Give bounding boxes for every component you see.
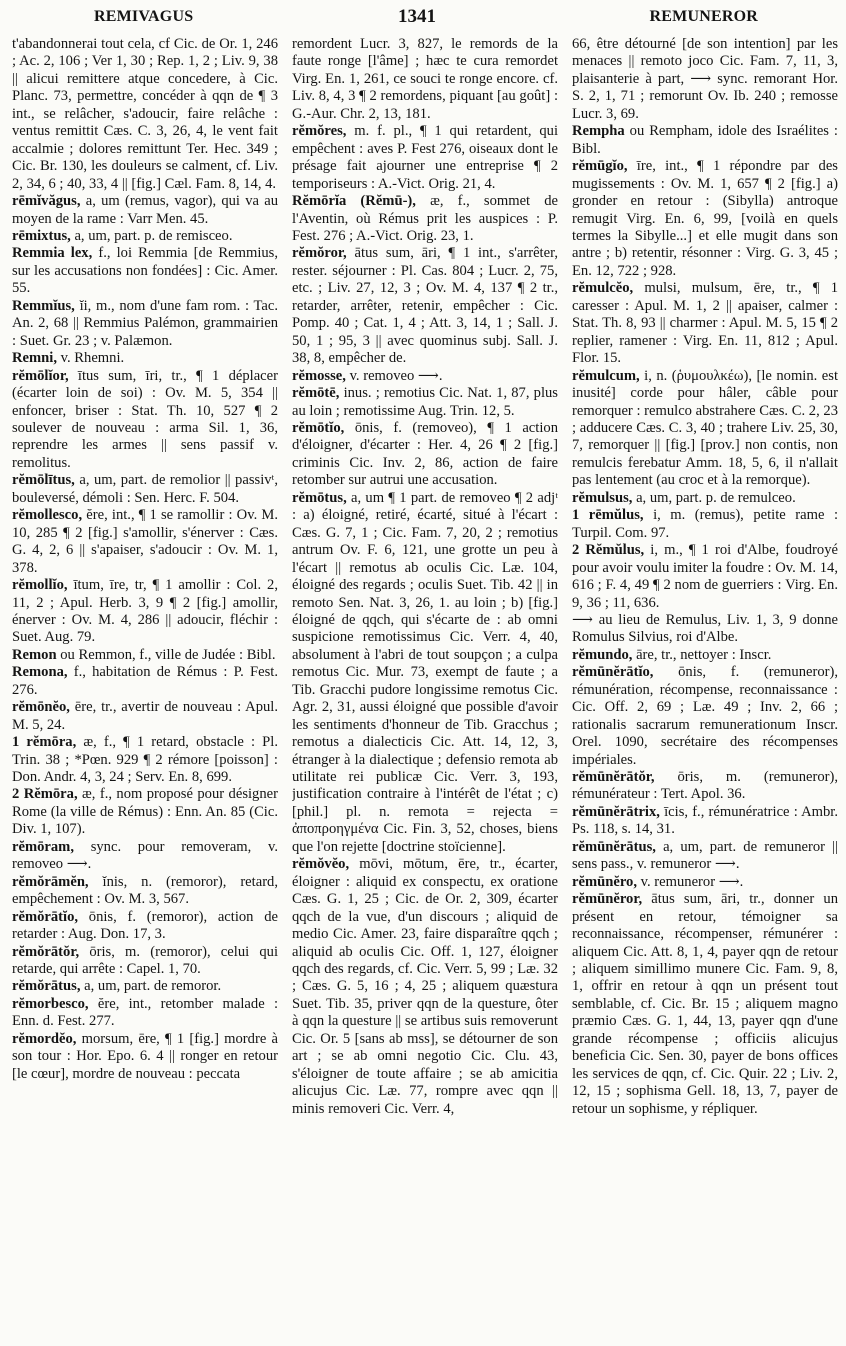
- entry-text: a, um, part. de remuneror || sens pass., v. remuneror ⟶.: [572, 838, 838, 873]
- entry-headword: rĕmūnĕrātŏr,: [572, 769, 655, 786]
- entry-text: ĭi, m., nom d'une fam rom. : Tac. An. 2, 68 || Remmius Palémon, grammairien : Suet. Gr. 23 ; v. Palæmon.: [12, 297, 278, 349]
- entry-text: ītus sum, īri, tr., ¶ 1 déplacer (écarter loin de soi) : Ov. M. 5, 354 || enfoncer, briser : Stat. Th. 10, 527 ¶ 2 soulever de nouveau : arma Sil. 1, 36, reprendre les armes || sens passif v. remolitus.: [12, 367, 278, 471]
- entry-headword: rĕmorbesco,: [12, 995, 89, 1012]
- dictionary-entry: [12, 1031, 278, 1083]
- entry-text: ⟶ au lieu de Remulus, Liv. 1, 3, 9 donne Romulus Silvius, roi d'Albe.: [572, 611, 838, 646]
- dictionary-entry: [12, 734, 278, 786]
- entry-headword: 1 rēmŭlus,: [572, 507, 644, 524]
- column-2: [292, 36, 558, 1340]
- entry-text: a, um, part. de remolior || passivᵗ, bouleversé, démoli : Sen. Herc. F. 504.: [12, 472, 278, 506]
- header-left-guide-word: REMIVAGUS: [94, 8, 194, 25]
- entry-text: a, um, part. p. de remulceo.: [636, 489, 796, 506]
- entry-text: a, um, part. p. de remisceo.: [74, 227, 233, 244]
- dictionary-entry: [12, 368, 278, 473]
- entry-headword: rĕmŏrāmĕn,: [12, 873, 89, 890]
- entry-headword: rĕmŏvĕo,: [292, 856, 350, 873]
- entry-text: i, m., ¶ 1 roi d'Albe, foudroyé pour avoir voulu imiter la foudre : Ov. M. 14, 616 ; F. 4, 49 ¶ 2 nom de guerriers : Virg. En. 9, 36 ; 11, 636.: [572, 542, 838, 611]
- entry-text: remordent Lucr. 3, 827, le remords de la faute ronge [l'âme] ; hæc te cura remordet Virg. En. 1, 261, ce souci te ronge encore. cf. Liv. 8, 4, 3 ¶ 2 remordens, piquant [au goût] : G.-Aur. Chr. 2, 13, 181.: [292, 36, 558, 122]
- entry-text: a, um, part. de remoror.: [84, 978, 222, 995]
- column-1: [12, 36, 278, 1340]
- entry-headword: Remmĭus,: [12, 297, 75, 314]
- entry-headword: Rempha: [572, 123, 625, 140]
- dictionary-entry: [12, 36, 278, 193]
- entry-text: t'abandonnerai tout cela, cf Cic. de Or. 1, 246 ; Ac. 2, 106 ; Ver 1, 30 ; Rep. 1, 2 ; Liv. 9, 38 || alicui remittere atque concedere, à Cic. Planc. 73, permettre, concéder à qqn de ¶ 3 int., se relâcher, s'adoucir, faire relâche : ventus remittit Cæs. C. 3, 26, 4, le vent fait accalmie ; dolores remittunt Ter. Hec. 349 ; Cic. Br. 130, les douleurs se calment, cf. Liv. 2, 34, 6 ; 40, 33, 4 || [fig.] Cæl. Fam. 8, 14, 4.: [12, 36, 278, 192]
- dictionary-entry: [572, 891, 838, 1118]
- entry-headword: rĕmōram,: [12, 838, 74, 855]
- entry-text: ou Remmon, f., ville de Judée : Bibl.: [60, 646, 276, 663]
- entry-text: v. remuneror ⟶.: [640, 873, 744, 890]
- dictionary-entry: [572, 647, 838, 664]
- entry-text: mōvi, mōtum, ēre, tr., écarter, éloigner : aliquid ex conspectu, ex oratione Cæs. G. 1, 25 ; Cic. de Or. 2, 309, écarter qqch de la vue, d'un discours ; aliquid de medio Cic. Amer. 23, faire disparaître qqch ; aliquid ab oculis Cic. Off. 1, 127, éloigner qqch des regards, cf. Cic. Verr. 5, 99 ; Læ. 32 ; Cæs. G. 5, 16 ; 4, 25 ; aliquem quæstura Suet. Tib. 35, priver qqn de la questure, ôter à qqn la questure || se artibus suis removerunt Cic. Or. 5 [sans ab mss], se détourner de son art ; se ab omni negotio Cic. Clu. 43, s'éloigner de toute affaire ; se ab amicitia alicujus Cic. Læ. 77, rompre avec qqn || minis removeri Cic. Verr. 4,: [292, 856, 558, 1117]
- entry-headword: rĕmosse,: [292, 367, 346, 384]
- entry-headword: 2 Rĕmōra,: [12, 786, 78, 803]
- dictionary-entry: [292, 368, 558, 385]
- entry-headword: 2 Rĕmŭlus,: [572, 542, 645, 559]
- dictionary-entry: [292, 856, 558, 1118]
- entry-text: v. removeo ⟶.: [349, 367, 443, 384]
- entry-headword: rĕmōlĭor,: [12, 367, 69, 384]
- entry-text: ōnis, f. (removeo), ¶ 1 action d'éloigner, d'écarter : Her. 4, 26 ¶ 2 [fig.] criminis Cic. Inv. 2, 86, action de faire retomber sur autrui une accusation.: [292, 419, 558, 489]
- entry-headword: Remona,: [12, 664, 68, 681]
- entry-headword: rēmixtus,: [12, 227, 71, 244]
- entry-text: a, um (remus, vagor), qui va au moyen de la rame : Varr Men. 45.: [12, 193, 278, 227]
- dictionary-entry: [12, 786, 278, 838]
- entry-text: inus. ; remotius Cic. Nat. 1, 87, plus au loin ; remotissime Aug. Trin. 12, 5.: [292, 385, 558, 419]
- entry-text: ĕre, int., retomber malade : Enn. d. Fest. 277.: [12, 995, 278, 1030]
- entry-headword: rĕmūnĕrātus,: [572, 838, 656, 855]
- dictionary-entry: [572, 804, 838, 839]
- dictionary-entry: [292, 245, 558, 367]
- entry-headword: rĕmōlītus,: [12, 472, 75, 489]
- dictionary-entry: [292, 123, 558, 193]
- entry-text: ĭnis, n. (remoror), retard, empêchement : Ov. M. 3, 567.: [12, 873, 278, 908]
- dictionary-entry: [12, 647, 278, 664]
- dictionary-entry: [12, 996, 278, 1031]
- entry-headword: rĕmŏror,: [292, 245, 347, 262]
- dictionary-entry: [572, 507, 838, 542]
- entry-headword: Remni,: [12, 350, 57, 367]
- entry-text: i, n. (ῥυμουλκέω), [le nomin. est inusité] corde pour hâler, câble pour remorquer : remulco abstrahere Cæs. C. 2, 23 ; adducere Cæs. C. 3, 40 ; trahere Liv. 25, 30, 7, remorquer || [fig.] [prov.] non contis, non remulcis ferebatur Amm. 18, 5, 6, il n'allait pas lentement (au croc et à la remorque).: [572, 367, 838, 489]
- dictionary-entry: [572, 839, 838, 874]
- entry-text: a, um ¶ 1 part. de removeo ¶ 2 adjᵗ : a) éloigné, retiré, écarté, situé à l'écart : Cæs. G. 7, 1 ; Cic. Fam. 7, 20, 2 ; remotius antrum Ov. F. 6, 121, une grotte un peu à l'écart || remotus ab oculis Cic. Læ. 104, éloigné des regards ; oculis Suet. Tib. 42 || in remoto Sen. Nat. 3, 26, 1. au loin ; b) [fig.] éloigné de qqch, qui s'écarte de : ab omni suspicione remotissimus Cic. Verr. 4, 40, absolument à l'abri de tout soupçon ; a culpa remotus Cic. Mur. 73, exempt de faute ; a Tib. Gracchi pudore longissime remotus Cic. Agr. 2, 31, aussi éloigné que possible d'avoir les sentiments d'honneur de Tib. Gracchus ; remotus a dialecticis Cic. Att. 14, 12, 3, étranger à la dialectique ; defensio remota ab utilitate rei publicæ Cic. Verr. 3, 193, justification contraire à l'intérêt de l'état ; c) [phil.] pl. n. remota = rejecta = ἀποπροηγμένα Cic. Fin. 3, 52, choses, biens que l'on rejette [doctrine stoïcienne].: [292, 489, 558, 855]
- entry-text: m. f. pl., ¶ 1 qui retardent, qui empêchent : aves P. Fest 276, oiseaux dont le présage fait ajourner une entreprise ¶ 2 temporiseurs : A.-Vict. Orig. 21, 4.: [292, 123, 558, 192]
- entry-headword: rĕmōtē,: [292, 385, 340, 402]
- entry-text: 66, être détourné [de son intention] par les menaces || remoto joco Cic. Fam. 7, 11, 3, plaisanterie à part, ⟶ sync. remorant Hor. S. 2, 1, 71 ; remorunt Ov. Ib. 240 ; remosse Lucr. 3, 69.: [572, 36, 838, 122]
- dictionary-entry: [292, 490, 558, 857]
- entry-text: sync. pour removeram, v. removeo ⟶.: [12, 838, 278, 873]
- entry-headword: rĕmōtus,: [292, 489, 347, 506]
- entry-text: ītum, īre, tr, ¶ 1 amollir : Col. 2, 11, 2 ; Apul. Herb. 3, 9 ¶ 2 [fig.] amollir, énerver : Ov. M. 4, 286 || adoucir, fléchir : Suet. Aug. 79.: [12, 577, 278, 646]
- page-header: [0, 0, 846, 36]
- entry-headword: Remon: [12, 646, 57, 663]
- entry-text: ōnis, f. (remoror), action de retarder : Aug. Don. 17, 3.: [12, 908, 278, 943]
- page-number: 1341: [398, 6, 436, 27]
- entry-text: ōnis, f. (remuneror), rémunération, récompense, reconnaissance : Cic. Off. 2, 69 ; Læ. 49 ; Inv. 2, 66 ; rationalis sacrarum remunerationum Inscr. Orel. 1090, secrétaire des récompenses impériales.: [572, 664, 838, 768]
- entry-text: ou Rempham, idole des Israélites : Bibl.: [572, 123, 838, 157]
- dictionary-entry: [572, 123, 838, 158]
- dictionary-entry: [12, 245, 278, 297]
- entry-text: ātus sum, āri, ¶ 1 int., s'arrêter, rester. séjourner : Pl. Cas. 804 ; Lucr. 2, 75, etc. ; Liv. 27, 12, 3 ; Ov. M. 4, 137 ¶ 2 tr., retarder, arrêter, retenir, empêcher : Cic. Pomp. 40 ; Cat. 1, 4 ; Att. 3, 14, 1 ; Sall. J. 50, 1 ; 95, 3 || avec quominus subj. Sall. J. 38, 8, empêcher de.: [292, 245, 558, 367]
- entry-text: æ, f., ¶ 1 retard, obstacle : Pl. Trin. 38 ; *Pœn. 929 ¶ 2 rémore [poisson] : Don. Andr. 4, 3, 24 ; Serv. En. 8, 699.: [12, 734, 278, 786]
- entry-text: ēre, tr., avertir de nouveau : Apul. M. 5, 24.: [12, 699, 278, 733]
- dictionary-entry: [12, 944, 278, 979]
- entry-headword: rĕmollesco,: [12, 507, 83, 524]
- entry-text: mulsi, mulsum, ēre, tr., ¶ 1 caresser : Apul. M. 1, 2 || apaiser, calmer : Stat. Th. 8, 93 || charmer : Apul. M. 5, 15 ¶ 2 replier, ramener : Virg. En. 11, 812 ; Apul. Flor. 15.: [572, 280, 838, 367]
- dictionary-entry: [292, 193, 558, 245]
- entry-headword: rēmĭvăgus,: [12, 193, 81, 210]
- dictionary-entry: [572, 280, 838, 367]
- entry-headword: rĕmundo,: [572, 646, 633, 663]
- dictionary-entry: [572, 769, 838, 804]
- entry-headword: rĕmordĕo,: [12, 1030, 77, 1047]
- dictionary-entry: [572, 664, 838, 769]
- entry-headword: Remmia lex,: [12, 245, 93, 262]
- dictionary-entry: [12, 193, 278, 228]
- entry-text: f., habitation de Rémus : P. Fest. 276.: [12, 664, 278, 698]
- entry-text: īcis, f., rémunératrice : Ambr. Ps. 118, s. 14, 31.: [572, 803, 838, 838]
- entry-headword: Rĕmōrĭa (Rĕmū-),: [292, 193, 416, 210]
- dictionary-entry: [12, 978, 278, 995]
- dictionary-entry: [12, 228, 278, 245]
- dictionary-entry: [12, 664, 278, 699]
- dictionary-entry: [12, 472, 278, 507]
- dictionary-entry: [572, 490, 838, 507]
- entry-text: f., loi Remmia [de Remmius, sur les accusations non fondées] : Cic. Amer. 55.: [12, 245, 278, 297]
- entry-headword: rĕmŏrātŏr,: [12, 943, 80, 960]
- dictionary-entry: [572, 542, 838, 612]
- column-3: [572, 36, 838, 1340]
- entry-text: æ, f., sommet de l'Aventin, où Rémus prit les auspices : P. Fest. 276 ; A.-Vict. Orig. 23, 1.: [292, 193, 558, 244]
- dictionary-entry: [572, 874, 838, 891]
- dictionary-entry: [12, 839, 278, 874]
- entry-headword: rĕmōnĕo,: [12, 699, 70, 716]
- entry-headword: rĕmūnĕrātrix,: [572, 803, 660, 820]
- entry-headword: rĕmūnĕror,: [572, 891, 643, 908]
- dictionary-entry: [572, 368, 838, 490]
- entry-headword: rĕmulcum,: [572, 367, 640, 384]
- entry-text: ōris, m. (remoror), celui qui retarde, qui arrête : Capel. 1, 70.: [12, 943, 278, 978]
- dictionary-entry: [292, 420, 558, 490]
- entry-headword: rĕmūnĕro,: [572, 873, 637, 890]
- dictionary-entry: [12, 350, 278, 367]
- entry-headword: rĕmulsus,: [572, 489, 633, 506]
- entry-headword: rĕmollĭo,: [12, 577, 68, 594]
- header-right-guide-word: REMUNEROR: [649, 8, 758, 25]
- dictionary-entry: [572, 612, 838, 647]
- entry-text: āre, tr., nettoyer : Inscr.: [636, 646, 772, 663]
- entry-text: æ, f., nom proposé pour désigner Rome (la ville de Rémus) : Enn. An. 85 (Cic. Div. 1, 107).: [12, 786, 278, 838]
- entry-headword: rĕmōtĭo,: [292, 419, 345, 436]
- dictionary-entry: [12, 909, 278, 944]
- dictionary-entry: [572, 158, 838, 280]
- dictionary-entry: [12, 298, 278, 350]
- entry-headword: rĕmŏrātus,: [12, 978, 81, 995]
- dictionary-entry: [12, 507, 278, 577]
- entry-text: īre, int., ¶ 1 répondre par des mugissements : Ov. M. 1, 657 ¶ 2 [fig.] a) gronder en retour : (Sibylla) antroque remugit Virg. En. 6, 99, [voilà en quels termes la Sibylle...] et elle mugit dans son antre ; b) retentir, résonner : Virg. G. 3, 45 ; En. 12, 722 ; 928.: [572, 158, 838, 279]
- entry-headword: rĕmulcĕo,: [572, 280, 634, 297]
- entry-text: ātus sum, āri, tr., donner un présent en retour, témoigner sa reconnaissance, récompenser, rémunérer : aliquem Cic. Att. 8, 1, 4, payer qqn de retour ; aliquem simillimo munere Cic. Fam. 9, 8, 1, offrir en retour à qqn un présent tout semblable, cf. Cic. Br. 15 ; aliquem magno præmio Cæs. G. 1, 44, 13, payer qqn d'une grande récompense ; officiis alicujus beneficia Cic. Sen. 30, payer de bons offices les services de qqn, cf. Cic. Quir. 22 ; Liv. 2, 12, 15 ; sophisma Gell. 18, 13, 7, payer de retour un sophisme, y répliquer.: [572, 891, 838, 1117]
- entry-headword: rĕmŏres,: [292, 123, 347, 140]
- dictionary-entry: [572, 36, 838, 123]
- entry-headword: rĕmūnĕrātĭo,: [572, 664, 654, 681]
- entry-text: ĕre, int., ¶ 1 se ramollir : Ov. M. 10, 285 ¶ 2 [fig.] s'amollir, s'énerver : Cæs. G. 4, 2, 6 || s'apaiser, s'adoucir : Ov. M. 1, 378.: [12, 507, 278, 576]
- entry-headword: rĕmūgĭo,: [572, 158, 628, 175]
- entry-text: ōris, m. (remuneror), rémunérateur : Tert. Apol. 36.: [572, 769, 838, 803]
- dictionary-entry: [12, 577, 278, 647]
- entry-headword: rĕmŏrātĭo,: [12, 908, 79, 925]
- dictionary-entry: [292, 36, 558, 123]
- dictionary-entry: [12, 699, 278, 734]
- entry-text: v. Rhemni.: [60, 350, 125, 367]
- dictionary-entry: [12, 874, 278, 909]
- dictionary-entry: [292, 385, 558, 420]
- entry-text: morsum, ēre, ¶ 1 [fig.] mordre à son tour : Hor. Epo. 6. 4 || ronger en retour [le cœur], mordre de nouveau : peccata: [12, 1030, 278, 1082]
- entry-headword: 1 rĕmōra,: [12, 734, 77, 751]
- entry-text: i, m. (remus), petite rame : Turpil. Com. 97.: [572, 507, 838, 541]
